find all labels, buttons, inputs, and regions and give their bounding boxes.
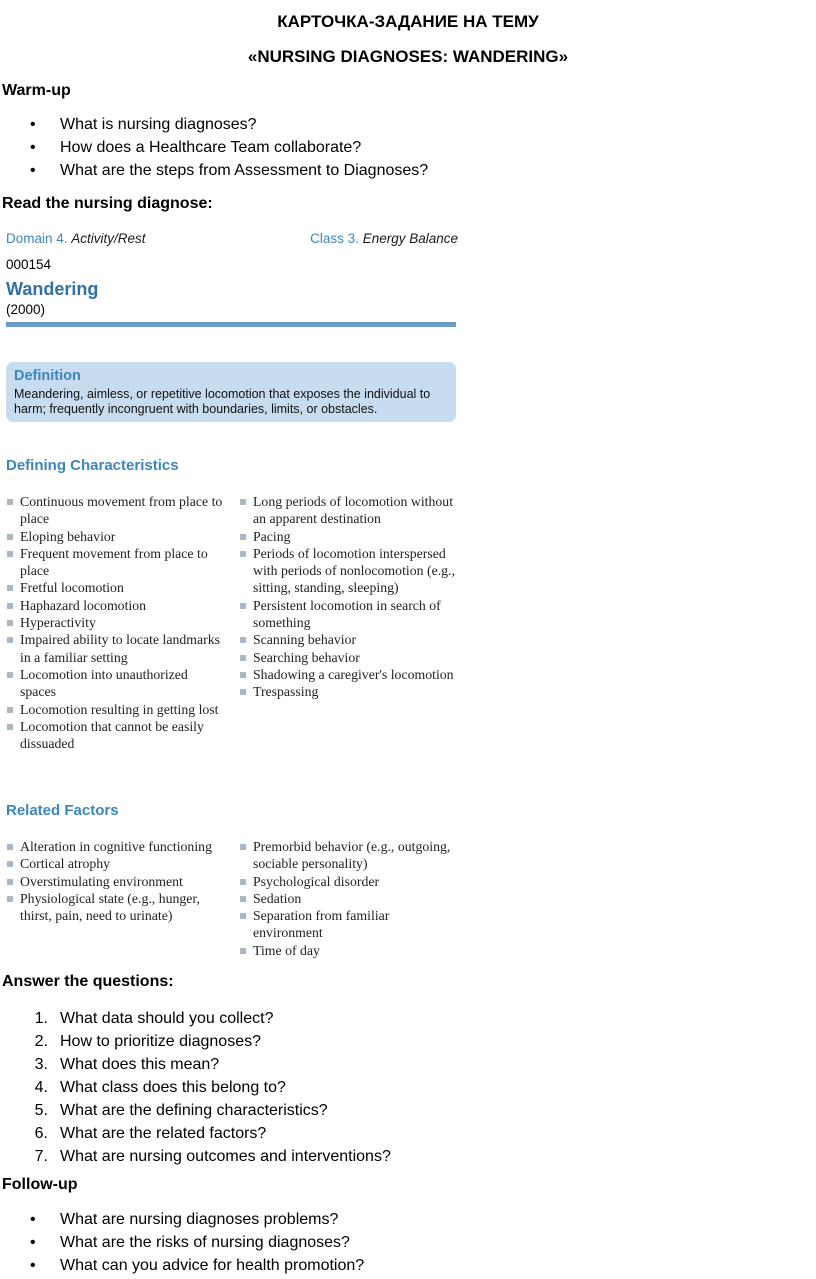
class-value: Energy Balance (362, 231, 458, 246)
list-item: Periods of locomotion interspersed with periods of nonlocomotion (e.g., sitting, standing, sleeping) (239, 545, 461, 597)
domain-class-row (6, 231, 458, 246)
list-item: • What are the steps from Assessment to Diagnoses? (30, 159, 428, 182)
list-item: Time of day (239, 942, 461, 959)
definition-heading: Definition (14, 368, 81, 384)
list-item: Physiological state (e.g., hunger, thirst, pain, need to urinate) (6, 890, 226, 925)
list-item: Persistent locomotion in search of something (239, 597, 461, 632)
worksheet-title-line1: КАРТОЧКА-ЗАДАНИЕ НА ТЕМУ (277, 12, 539, 31)
item-text: What are nursing outcomes and interventions? (60, 1148, 391, 1165)
list-item: Haphazard locomotion (6, 597, 226, 614)
definition-text: Meandering, aimless, or repetitive locomotion that exposes the individual to harm; frequently incongruent with boundaries, limits, or obstacles. (14, 387, 431, 416)
list-item: • What are the risks of nursing diagnoses? (30, 1231, 364, 1254)
list-item: Separation from familiar environment (239, 907, 461, 942)
answer-heading: Answer the questions: (2, 973, 174, 990)
item-text: What data should you collect? (60, 1010, 274, 1027)
item-number: 3. (34, 1056, 48, 1073)
definition-box (6, 362, 456, 422)
list-item: Sedation (239, 890, 461, 907)
header-divider (6, 322, 456, 327)
domain-label: Domain 4. (6, 231, 68, 246)
followup-heading: Follow-up (2, 1176, 78, 1193)
item-text: What does this mean? (60, 1056, 220, 1073)
list-item: Eloping behavior (6, 528, 226, 545)
list-item: • What are nursing diagnoses problems? (30, 1208, 364, 1231)
list-item: Scanning behavior (239, 631, 461, 648)
list-item: Continuous movement from place to place (6, 493, 226, 528)
related-factors-heading: Related Factors (6, 802, 119, 819)
diagnosis-name: Wandering (6, 279, 99, 299)
list-item (30, 1099, 391, 1122)
item-text: How to prioritize diagnoses? (60, 1033, 261, 1050)
warmup-heading: Warm-up (2, 82, 71, 99)
list-item: • What is nursing diagnoses? (30, 113, 428, 136)
list-item: Long periods of locomotion without an apparent destination (239, 493, 461, 528)
item-number: 4. (34, 1079, 48, 1096)
diagnosis-code: 000154 (6, 257, 52, 272)
list-item: Locomotion into unauthorized spaces (6, 666, 226, 701)
list-item: Searching behavior (239, 649, 461, 666)
defining-characteristics-col1 (6, 493, 226, 752)
list-item: Impaired ability to locate landmarks in a familiar setting (6, 631, 226, 666)
list-item (30, 1007, 391, 1030)
class-label: Class 3. (310, 231, 359, 246)
list-item: • What can you advice for health promotion? (30, 1254, 364, 1277)
list-item: Premorbid behavior (e.g., outgoing, sociable personality) (239, 838, 461, 873)
diagnosis-year: (2000) (6, 302, 46, 317)
defining-characteristics-col2 (239, 493, 461, 701)
class-group (310, 231, 458, 246)
list-item: Psychological disorder (239, 873, 461, 890)
item-text: What class does this belong to? (60, 1079, 286, 1096)
list-item (30, 1053, 391, 1076)
item-number: 5. (34, 1102, 48, 1119)
read-heading: Read the nursing diagnose: (2, 195, 213, 212)
list-item (30, 1145, 391, 1168)
item-text: What are the defining characteristics? (60, 1102, 328, 1119)
list-item: Locomotion resulting in getting lost (6, 701, 226, 718)
list-item: Frequent movement from place to place (6, 545, 226, 580)
list-item (30, 1076, 391, 1099)
list-item: Locomotion that cannot be easily dissuaded (6, 718, 226, 753)
worksheet-title-line2: «NURSING DIAGNOSES: WANDERING» (247, 47, 569, 66)
list-item: Fretful locomotion (6, 579, 226, 596)
item-number: 6. (34, 1125, 48, 1142)
related-factors-col1 (6, 838, 226, 924)
list-item: Overstimulating environment (6, 873, 226, 890)
item-number: 1. (34, 1010, 48, 1027)
list-item: Pacing (239, 528, 461, 545)
list-item: Hyperactivity (6, 614, 226, 631)
warmup-list (30, 113, 428, 182)
list-item (30, 1030, 391, 1053)
related-factors-col2 (239, 838, 461, 959)
list-item (30, 1122, 391, 1145)
answer-list (30, 1007, 391, 1168)
list-item: Alteration in cognitive functioning (6, 838, 226, 855)
item-number: 7. (34, 1148, 48, 1165)
nanda-diagnosis-card (6, 226, 458, 966)
item-number: 2. (34, 1033, 48, 1050)
item-text: What are the related factors? (60, 1125, 267, 1142)
followup-list (30, 1208, 364, 1277)
list-item: Trespassing (239, 683, 461, 700)
list-item: Shadowing a caregiver's locomotion (239, 666, 461, 683)
domain-value: Activity/Rest (71, 231, 146, 246)
list-item: • How does a Healthcare Team collaborate? (30, 136, 428, 159)
list-item: Cortical atrophy (6, 855, 226, 872)
defining-characteristics-heading: Defining Characteristics (6, 457, 179, 474)
